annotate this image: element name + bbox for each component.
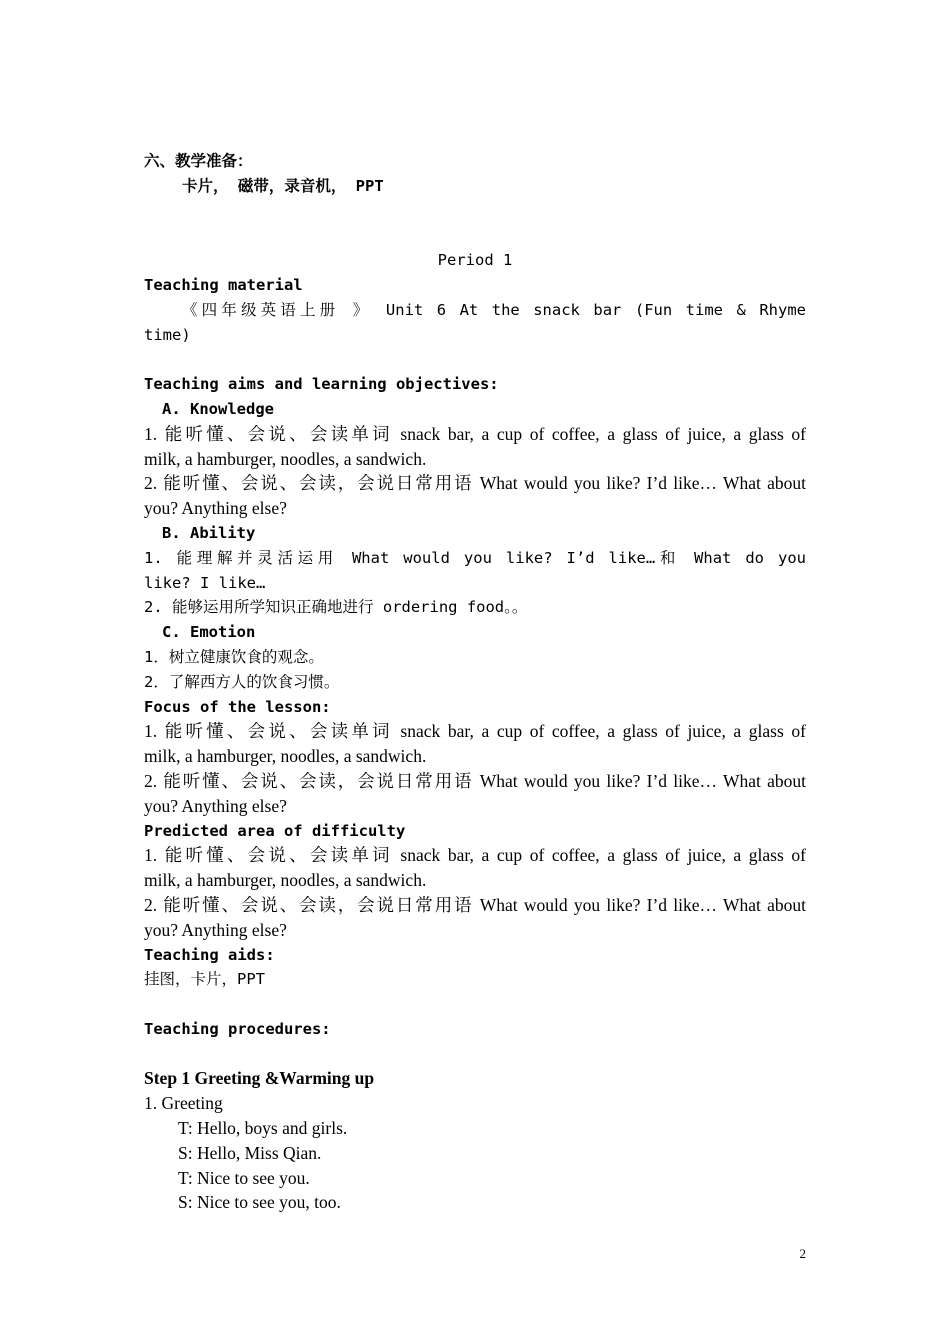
- dialogue-line: T: Hello, boys and girls.: [178, 1118, 348, 1139]
- knowledge-item: 1. 能听懂、会说、会读单词 snack bar, a cup of coffee, a glass of juice, a glass of: [144, 423, 806, 444]
- spacer: [144, 992, 806, 1017]
- spacer: [144, 347, 806, 372]
- document-page: [144, 149, 806, 1215]
- prep-heading: 六、教学准备：: [144, 152, 253, 170]
- focus-item: milk, a hamburger, noodles, a sandwich.: [144, 746, 427, 767]
- ability-item: like? I like…: [144, 573, 266, 592]
- ability-item: 2. 能够运用所学知识正确地进行 ordering food。。: [144, 598, 528, 617]
- knowledge-item: 2. 能听懂、会说、会读，会说日常用语 What would you like? I’d like… What about: [144, 473, 806, 494]
- teaching-material-line: time): [144, 325, 191, 344]
- ability-label: B. Ability: [162, 523, 256, 542]
- knowledge-item: you? Anything else?: [144, 498, 287, 519]
- teaching-material-label: Teaching material: [144, 275, 303, 294]
- ability-item: 1. 能理解并灵活运用 What would you like? I’d like…和 What do you: [144, 548, 806, 567]
- emotion-label: C. Emotion: [162, 623, 256, 642]
- procedures-heading: Teaching procedures:: [144, 1019, 331, 1038]
- spacer: [144, 199, 806, 224]
- aids-items: 挂图，卡片，PPT: [144, 970, 265, 989]
- prep-items: 卡片， 磁带，录音机， PPT: [182, 176, 384, 195]
- knowledge-label: A. Knowledge: [162, 399, 274, 418]
- spacer: [144, 1042, 806, 1067]
- dialogue-line: S: Nice to see you, too.: [178, 1192, 341, 1213]
- spacer: [144, 223, 806, 248]
- difficulty-item: 1. 能听懂、会说、会读单词 snack bar, a cup of coffee, a glass of juice, a glass of: [144, 845, 806, 866]
- emotion-item: 2．了解西方人的饮食习惯。: [144, 672, 340, 691]
- difficulty-item: milk, a hamburger, noodles, a sandwich.: [144, 870, 427, 891]
- focus-heading: Focus of the lesson:: [144, 697, 331, 716]
- dialogue-line: T: Nice to see you.: [178, 1167, 310, 1188]
- page-number: 2: [799, 1246, 806, 1261]
- step-heading: Step 1 Greeting &Warming up: [144, 1068, 375, 1089]
- focus-item: you? Anything else?: [144, 795, 287, 816]
- difficulty-heading: Predicted area of difficulty: [144, 821, 406, 840]
- focus-item: 1. 能听懂、会说、会读单词 snack bar, a cup of coffee, a glass of juice, a glass of: [144, 721, 806, 742]
- period-title: Period 1: [437, 251, 513, 270]
- focus-item: 2. 能听懂、会说、会读，会说日常用语 What would you like? I’d like… What about: [144, 770, 806, 791]
- knowledge-item: milk, a hamburger, noodles, a sandwich.: [144, 448, 427, 469]
- difficulty-item: you? Anything else?: [144, 919, 287, 940]
- aims-heading: Teaching aims and learning objectives:: [144, 375, 499, 394]
- dialogue-line: S: Hello, Miss Qian.: [178, 1142, 322, 1163]
- emotion-item: 1．树立健康饮食的观念。: [144, 647, 324, 666]
- greeting-label: 1. Greeting: [144, 1093, 223, 1114]
- aids-heading: Teaching aids:: [144, 945, 275, 964]
- teaching-material-line: 《四年级英语上册 》 Unit 6 At the snack bar (Fun time & Rhyme: [182, 300, 806, 319]
- difficulty-item: 2. 能听懂、会说、会读，会说日常用语 What would you like? I’d like… What about: [144, 894, 806, 915]
